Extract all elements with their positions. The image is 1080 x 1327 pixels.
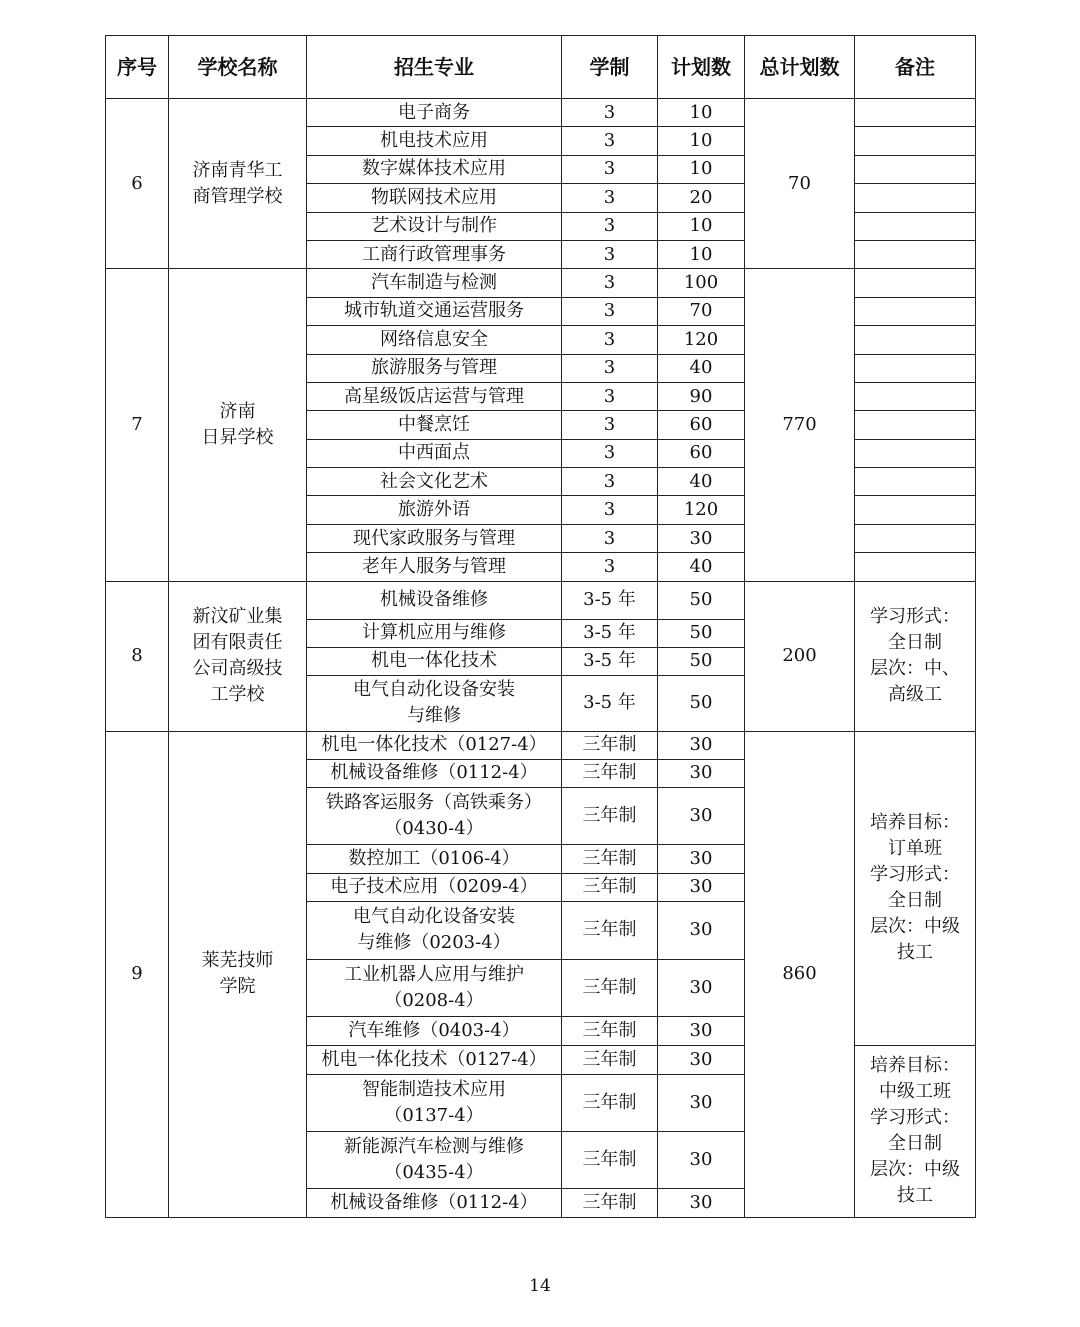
major-duration: 三年制 — [562, 1188, 658, 1217]
note-cell-empty — [855, 411, 976, 439]
major-name: 智能制造技术应用 （0137-4） — [307, 1074, 562, 1131]
major-plan: 30 — [658, 901, 745, 959]
page-number: 14 — [529, 1276, 551, 1296]
major-plan: 30 — [658, 731, 745, 759]
major-duration: 3 — [562, 99, 658, 127]
header-school: 学校名称 — [169, 36, 307, 99]
major-duration: 三年制 — [562, 1131, 658, 1188]
major-name: 工业机器人应用与维护 （0208-4） — [307, 959, 562, 1016]
major-name: 铁路客运服务（高铁乘务） （0430-4） — [307, 787, 562, 844]
note-cell-empty — [855, 297, 976, 325]
note-cell-empty — [855, 553, 976, 581]
major-duration: 3 — [562, 382, 658, 410]
major-plan: 30 — [658, 759, 745, 787]
major-duration: 3 — [562, 184, 658, 212]
major-name: 电气自动化设备安装 与维修（0203-4） — [307, 901, 562, 959]
note-cell-empty — [855, 212, 976, 240]
major-duration: 三年制 — [562, 759, 658, 787]
major-duration: 三年制 — [562, 787, 658, 844]
major-duration: 三年制 — [562, 1045, 658, 1074]
school-total-plan: 860 — [745, 731, 855, 1217]
major-plan: 30 — [658, 1131, 745, 1188]
major-name: 机械设备维修（0112-4） — [307, 759, 562, 787]
major-plan: 30 — [658, 1016, 745, 1045]
header-duration: 学制 — [562, 36, 658, 99]
major-name: 新能源汽车检测与维修 （0435-4） — [307, 1131, 562, 1188]
major-duration: 3 — [562, 269, 658, 297]
major-plan: 100 — [658, 269, 745, 297]
major-plan: 30 — [658, 1074, 745, 1131]
school-total-plan: 770 — [745, 269, 855, 581]
table-header-row — [106, 36, 976, 99]
school-name: 莱芜技师 学院 — [169, 731, 307, 1217]
school-number: 6 — [106, 99, 169, 269]
major-duration: 3 — [562, 524, 658, 552]
major-name: 中西面点 — [307, 439, 562, 467]
major-plan: 20 — [658, 184, 745, 212]
major-plan: 30 — [658, 524, 745, 552]
major-name: 工商行政管理事务 — [307, 240, 562, 268]
major-duration: 3 — [562, 439, 658, 467]
enrollment-table — [105, 35, 976, 1218]
major-duration: 三年制 — [562, 1074, 658, 1131]
major-duration: 3-5 年 — [562, 675, 658, 731]
note-cell-empty — [855, 269, 976, 297]
major-plan: 30 — [658, 787, 745, 844]
major-plan: 120 — [658, 496, 745, 524]
major-duration: 3-5 年 — [562, 581, 658, 619]
major-plan: 40 — [658, 354, 745, 382]
major-duration: 3-5 年 — [562, 647, 658, 675]
major-name: 旅游服务与管理 — [307, 354, 562, 382]
table-row — [106, 581, 976, 619]
major-plan: 30 — [658, 873, 745, 901]
note-cell: 培养目标： 中级工班 学习形式： 全日制 层次：中级 技工 — [855, 1045, 976, 1217]
table-row — [106, 731, 976, 759]
school-number: 7 — [106, 269, 169, 581]
header-total: 总计划数 — [745, 36, 855, 99]
major-name: 网络信息安全 — [307, 326, 562, 354]
major-plan: 30 — [658, 1045, 745, 1074]
major-duration: 3 — [562, 354, 658, 382]
major-plan: 30 — [658, 1188, 745, 1217]
major-duration: 三年制 — [562, 873, 658, 901]
note-cell: 培养目标： 订单班 学习形式： 全日制 层次：中级 技工 — [855, 731, 976, 1045]
major-duration: 3 — [562, 496, 658, 524]
major-name: 艺术设计与制作 — [307, 212, 562, 240]
school-number: 8 — [106, 581, 169, 731]
note-cell: 学习形式： 全日制 层次：中、 高级工 — [855, 581, 976, 731]
major-plan: 40 — [658, 553, 745, 581]
note-cell-empty — [855, 354, 976, 382]
major-plan: 10 — [658, 127, 745, 155]
major-plan: 50 — [658, 581, 745, 619]
major-name: 电子商务 — [307, 99, 562, 127]
major-name: 旅游外语 — [307, 496, 562, 524]
major-name: 社会文化艺术 — [307, 468, 562, 496]
major-name: 机电技术应用 — [307, 127, 562, 155]
major-duration: 3 — [562, 155, 658, 183]
major-duration: 3 — [562, 553, 658, 581]
school-name: 济南青华工 商管理学校 — [169, 99, 307, 269]
header-plan: 计划数 — [658, 36, 745, 99]
major-plan: 50 — [658, 619, 745, 647]
major-name: 机械设备维修（0112-4） — [307, 1188, 562, 1217]
major-name: 汽车维修（0403-4） — [307, 1016, 562, 1045]
major-duration: 3 — [562, 127, 658, 155]
major-name: 老年人服务与管理 — [307, 553, 562, 581]
major-name: 城市轨道交通运营服务 — [307, 297, 562, 325]
major-name: 数字媒体技术应用 — [307, 155, 562, 183]
major-plan: 10 — [658, 240, 745, 268]
major-name: 机电一体化技术（0127-4） — [307, 731, 562, 759]
table-row — [106, 99, 976, 127]
note-cell-empty — [855, 524, 976, 552]
major-name: 机电一体化技术 — [307, 647, 562, 675]
major-duration: 3 — [562, 468, 658, 496]
header-no: 序号 — [106, 36, 169, 99]
major-name: 数控加工（0106-4） — [307, 844, 562, 873]
note-cell-empty — [855, 439, 976, 467]
major-name: 汽车制造与检测 — [307, 269, 562, 297]
note-cell-empty — [855, 468, 976, 496]
major-name: 机电一体化技术（0127-4） — [307, 1045, 562, 1074]
major-duration: 3 — [562, 212, 658, 240]
major-duration: 3 — [562, 411, 658, 439]
header-note: 备注 — [855, 36, 976, 99]
school-total-plan: 200 — [745, 581, 855, 731]
table-row — [106, 269, 976, 297]
note-cell-empty — [855, 382, 976, 410]
school-number: 9 — [106, 731, 169, 1217]
major-duration: 三年制 — [562, 844, 658, 873]
major-duration: 三年制 — [562, 901, 658, 959]
major-plan: 90 — [658, 382, 745, 410]
major-name: 计算机应用与维修 — [307, 619, 562, 647]
major-plan: 30 — [658, 959, 745, 1016]
major-duration: 3 — [562, 326, 658, 354]
major-plan: 60 — [658, 411, 745, 439]
major-plan: 10 — [658, 99, 745, 127]
major-duration: 3 — [562, 297, 658, 325]
major-plan: 70 — [658, 297, 745, 325]
major-duration: 三年制 — [562, 1016, 658, 1045]
school-name: 济南 日昇学校 — [169, 269, 307, 581]
note-cell-empty — [855, 184, 976, 212]
major-name: 物联网技术应用 — [307, 184, 562, 212]
note-cell-empty — [855, 99, 976, 127]
major-plan: 120 — [658, 326, 745, 354]
major-name: 高星级饭店运营与管理 — [307, 382, 562, 410]
major-name: 中餐烹饪 — [307, 411, 562, 439]
major-plan: 40 — [658, 468, 745, 496]
major-plan: 10 — [658, 212, 745, 240]
header-major: 招生专业 — [307, 36, 562, 99]
major-name: 机械设备维修 — [307, 581, 562, 619]
major-duration: 3-5 年 — [562, 619, 658, 647]
note-cell-empty — [855, 496, 976, 524]
major-plan: 50 — [658, 675, 745, 731]
major-name: 电子技术应用（0209-4） — [307, 873, 562, 901]
note-cell-empty — [855, 326, 976, 354]
major-duration: 三年制 — [562, 959, 658, 1016]
note-cell-empty — [855, 155, 976, 183]
note-cell-empty — [855, 240, 976, 268]
major-plan: 50 — [658, 647, 745, 675]
major-plan: 10 — [658, 155, 745, 183]
school-name: 新汶矿业集 团有限责任 公司高级技 工学校 — [169, 581, 307, 731]
major-duration: 3 — [562, 240, 658, 268]
table-body — [106, 99, 976, 1218]
major-name: 电气自动化设备安装 与维修 — [307, 675, 562, 731]
major-name: 现代家政服务与管理 — [307, 524, 562, 552]
major-duration: 三年制 — [562, 731, 658, 759]
major-plan: 60 — [658, 439, 745, 467]
major-plan: 30 — [658, 844, 745, 873]
note-cell-empty — [855, 127, 976, 155]
school-total-plan: 70 — [745, 99, 855, 269]
